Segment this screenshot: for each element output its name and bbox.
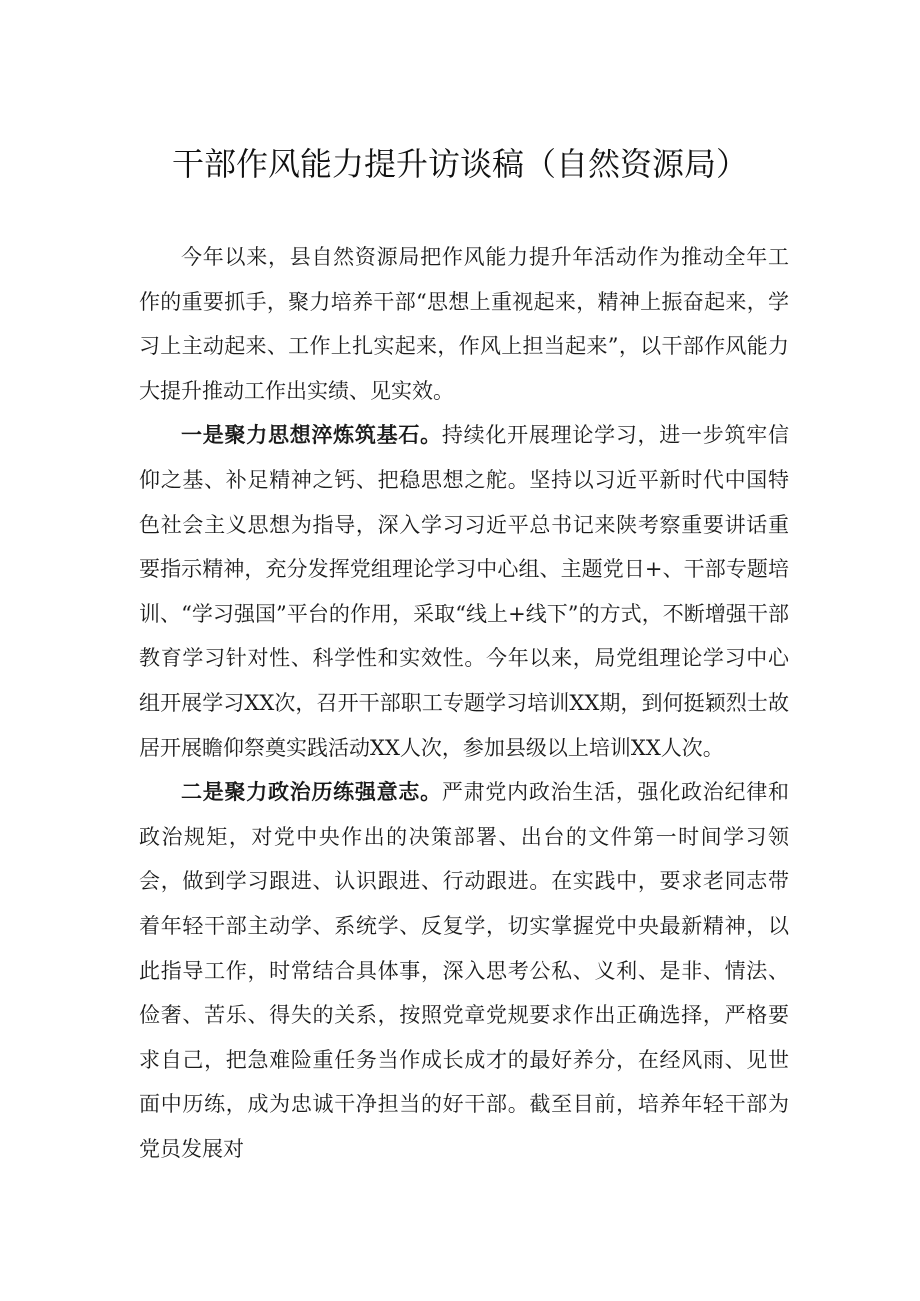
intro-paragraph — [139, 235, 789, 413]
document-title: 干部作风能力提升访谈稿（自然资源局） — [171, 145, 748, 183]
section-one-paragraph — [139, 413, 789, 770]
document-body — [139, 235, 789, 1171]
paragraph-text: 今年以来，县自然资源局把作风能力提升年活动作为推动全年工作的重要抓手，聚力培养干部“思想上重视起来，精神上振奋起来，学习上主动起来、工作上扎实起来，作风上担当起来”，以干部作风能力大提升推动工作出实绩、见实效。 — [139, 245, 789, 403]
section-two-heading: 二是聚力政治历练强意志。 — [181, 779, 442, 805]
paragraph-text: 持续化开展理论学习，进一步筑牢信仰之基、补足精神之钙、把稳思想之舵。坚持以习近平新时代中国特色社会主义思想为指导，深入学习习近平总书记来陕考察重要讲话重要指示精神，充分发挥党组理论学习中心组、主题党日+、干部专题培训、“学习强国”平台的作用，采取“线上+线下”的方式，不断增强干部教育学习针对性、科学性和实效性。今年以来，局党组理论学习中心组开展学习XX次，召开干部职工专题学习培训XX期，到何挺颖烈士故居开展瞻仰祭奠实践活动XX人次，参加县级以上培训XX人次。 — [139, 423, 790, 760]
paragraph-text: 严肃党内政治生活，强化政治纪律和政治规矩，对党中央作出的决策部署、出台的文件第一时间学习领会，做到学习跟进、认识跟进、行动跟进。在实践中，要求老同志带着年轻干部主动学、系统学、反复学，切实掌握党中央最新精神，以此指导工作，时常结合具体事，深入思考公私、义利、是非、情法、俭奢、苦乐、得失的关系，按照党章党规要求作出正确选择，严格要求自己，把急难险重任务当作成长成才的最好养分，在经风雨、见世面中历练，成为忠诚干净担当的好干部。截至目前，培养年轻干部为党员发展对 — [139, 780, 790, 1161]
section-one-heading: 一是聚力思想淬炼筑基石。 — [181, 422, 442, 448]
section-two-paragraph — [139, 770, 789, 1171]
